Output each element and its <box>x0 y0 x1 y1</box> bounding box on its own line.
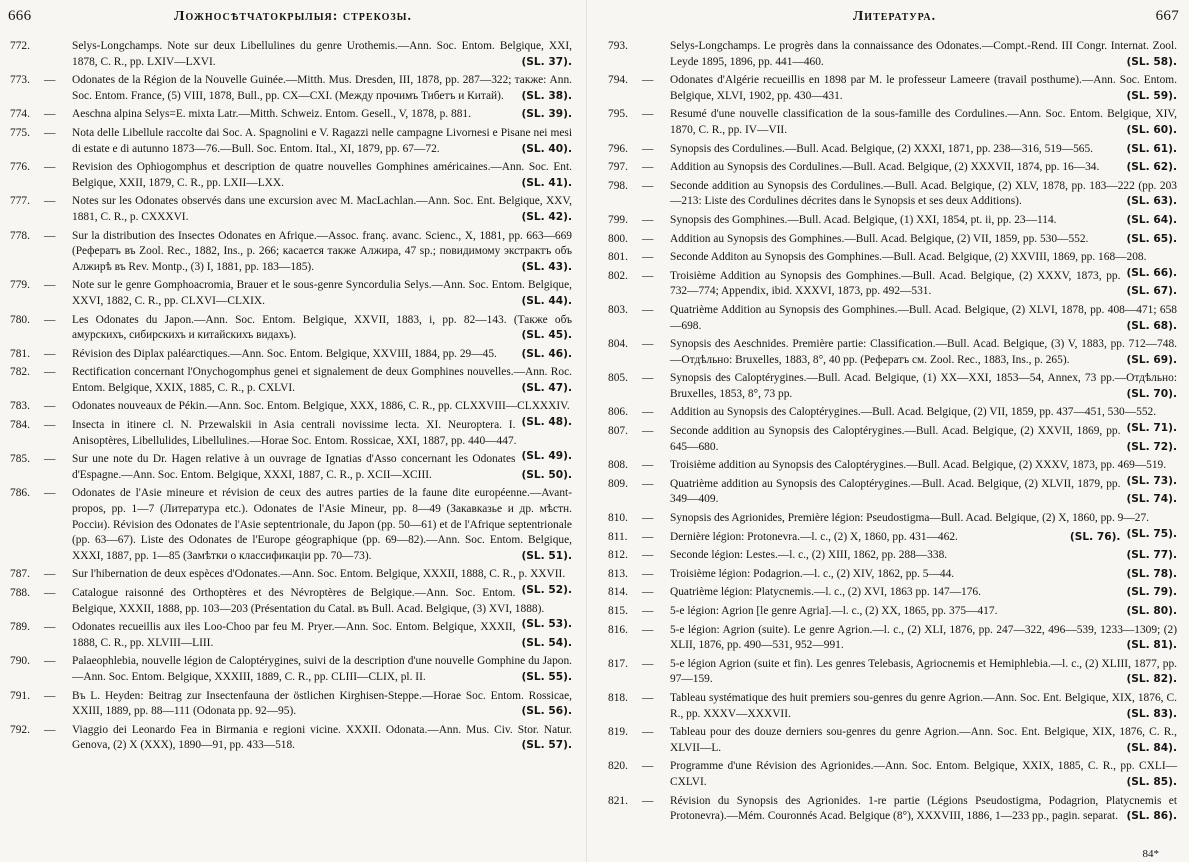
entry-number: 775. <box>10 126 30 139</box>
entry-number: 773. <box>10 74 30 87</box>
entry-number: 772. <box>10 40 30 52</box>
ditto-dash: — <box>44 347 56 360</box>
bibliography-entry <box>608 477 1177 508</box>
entry-text: Addition au Synopsis des Cordulines.—Bull. Acad. Belgique, (2) XXXVII, 1874, pp. 16—34. <box>670 161 1100 174</box>
entry-text: Addition au Synopsis des Gomphines.—Bull. Acad. Belgique, (2) VII, 1859, pp. 530—552. <box>670 232 1089 245</box>
ditto-dash: — <box>44 568 56 581</box>
bibliography-entry <box>10 73 572 104</box>
reference-code: (SL. 71). <box>1126 422 1177 435</box>
bibliography-list-right <box>608 39 1177 828</box>
ditto-dash: — <box>642 179 654 192</box>
ditto-dash: — <box>44 419 56 432</box>
entry-text: Seconde addition au Synopsis des Caloptérygines.—Bull. Acad. Belgique, (2) XXVII, 1869, pp. 645—680. <box>670 425 1121 453</box>
reference-code: (SL. 68). <box>1126 319 1177 332</box>
bibliography-entry <box>608 337 1177 368</box>
ditto-dash: — <box>642 74 654 87</box>
bibliography-entry <box>608 530 1177 546</box>
bibliography-entry <box>608 691 1177 722</box>
reference-code: (SL. 55). <box>521 670 572 683</box>
bibliography-entry <box>608 39 1177 70</box>
ditto-dash: — <box>642 108 654 121</box>
bibliography-entry <box>10 126 572 157</box>
ditto-dash: — <box>642 794 654 807</box>
reference-code: (SL. 61). <box>1126 142 1177 155</box>
entry-number: 803. <box>608 303 628 316</box>
ditto-dash: — <box>44 689 56 702</box>
bibliography-entry <box>608 623 1177 654</box>
entry-text: Aeschna alpina Selys=E. mixta Latr.—Mitth. Schweiz. Entom. Gesell., V, 1878, p. 881. <box>72 108 471 121</box>
entry-text: Seconde légion: Lestes.—l. c., (2) XIII, 1862, pp. 288—338. <box>670 549 948 562</box>
page-number: 667 <box>1155 8 1179 24</box>
ditto-dash: — <box>642 567 654 580</box>
bibliography-entry <box>608 548 1177 564</box>
entry-text: Synopsis des Agrionides, Première légion: Pseudostigma—Bull. Acad. Belgique, (2) X, 1860, pp. 9—27. <box>670 512 1150 525</box>
ditto-dash: — <box>44 126 56 139</box>
entry-number: 779. <box>10 279 30 292</box>
entry-number: 809. <box>608 477 628 490</box>
running-title: Литература. <box>852 9 937 24</box>
bibliography-entry <box>10 689 572 720</box>
ditto-dash: — <box>642 161 654 174</box>
entry-number: 788. <box>10 587 30 599</box>
page-header-right <box>600 8 1189 28</box>
reference-code: (SL. 39). <box>521 108 572 121</box>
ditto-dash: — <box>44 313 56 326</box>
entry-number: 784. <box>10 419 30 432</box>
reference-code: (SL. 74). <box>1126 493 1177 506</box>
bibliography-entry <box>608 585 1177 601</box>
bibliography-entry <box>10 39 572 70</box>
reference-code: (SL. 84). <box>1126 741 1177 754</box>
bibliography-entry <box>608 604 1177 620</box>
bibliography-entry <box>608 759 1177 790</box>
entry-text: Révision du Synopsis des Agrionides. 1-re partie (Légions Pseudostigma, Podagrion, Platycnemis et Protonevra).—Mém. Couronnés Acad. Belgique (8°), XXXVIII, 1886, 1—233 pp., pagin. separat. <box>670 794 1177 823</box>
reference-code: (SL. 59). <box>1126 89 1177 102</box>
entry-text: Notes sur les Odonates observés dans une excursion avec M. MacLachlan.—Ann. Soc. Ent. Belgique, XXV, 1881, C. R., p. CXXXVI. <box>72 195 572 223</box>
entry-text: 5-e légion: Agrion [le genre Agria].—l. c., (2) XX, 1865, pp. 375—417. <box>670 605 998 617</box>
reference-code: (SL. 41). <box>521 176 572 189</box>
ditto-dash: — <box>642 657 654 670</box>
reference-code: (SL. 76). <box>1069 530 1121 543</box>
reference-code: (SL. 70). <box>1126 387 1177 400</box>
entry-text: Addition au Synopsis des Caloptérygines.—Bull. Acad. Belgique, (2) VII, 1859, pp. 437—451, 530—552. <box>670 406 1157 419</box>
entry-text: Insecta in itinere cl. N. Przewalskii in Asia centrali novissime lecta. XI. Neuroptera. I. Anisoptères, Libellulides, Libellulines.—Horae Soc. Entom. Rossicae, XXI, 1887, pp. 440—447. <box>72 419 517 447</box>
ditto-dash: — <box>642 213 654 226</box>
bibliography-entry <box>10 313 572 344</box>
entry-number: 786. <box>10 487 30 500</box>
page-right <box>600 0 1189 862</box>
bibliography-entry <box>608 657 1177 688</box>
ditto-dash: — <box>44 487 56 500</box>
bibliography-entry <box>608 303 1177 334</box>
ditto-dash: — <box>642 530 654 543</box>
entry-number: 805. <box>608 372 628 385</box>
entry-number: 807. <box>608 425 628 438</box>
ditto-dash: — <box>642 512 654 525</box>
reference-code: (SL. 47). <box>521 381 572 394</box>
entry-text: Viaggio dei Leonardo Fea in Birmania e regioni vicine. XXXII. Odonata.—Ann. Mus. Civ. Stor. Natur. Genova, (2) X (XXX), 1890—91, pp. 433—518. <box>72 723 572 752</box>
entry-number: 781. <box>10 347 30 360</box>
reference-code: (SL. 81). <box>1126 639 1177 652</box>
entry-text: Odonates recueillis aux iles Loo-Choo par feu M. Pryer.—Ann. Soc. Entom. Belgique, XXXII, 1888, C. R., pp. XLVIII—LIII. <box>72 621 516 649</box>
ditto-dash: — <box>642 459 654 472</box>
entry-number: 800. <box>608 232 628 245</box>
entry-number: 819. <box>608 726 628 739</box>
entry-number: 808. <box>608 459 628 472</box>
ditto-dash: — <box>44 723 56 736</box>
bibliography-entry <box>10 278 572 309</box>
bibliography-entry <box>608 269 1177 300</box>
reference-code: (SL. 42). <box>521 210 572 223</box>
entry-number: 782. <box>10 366 30 379</box>
reference-code: (SL. 62). <box>1126 161 1177 174</box>
entry-number: 801. <box>608 251 628 264</box>
entry-text: Revision des Ophiogomphus et description de quatre nouvelles Gomphines américaines.—Ann. Soc. Ent. Belgique, XXII, 1879, C. R., pp. LXII—LXX. <box>72 161 572 189</box>
entry-text: Quatrième légion: Platycnemis.—l. c., (2) XVI, 1863 pp. 147—176. <box>670 586 981 599</box>
reference-code: (SL. 64). <box>1126 213 1177 226</box>
reference-code: (SL. 66). <box>1126 266 1177 279</box>
reference-code: (SL. 78). <box>1126 567 1177 580</box>
entry-number: 785. <box>10 453 30 466</box>
ditto-dash: — <box>44 74 56 87</box>
ditto-dash: — <box>642 726 654 739</box>
ditto-dash: — <box>44 366 56 379</box>
entry-text: Sur une note du Dr. Hagen relative à un ouvrage de Ignatias d'Asso concernant les Odonates d'Espagne.—Ann. Soc. Entom. Belgique, XXXI, 1887, C. R., p. XCII—XCIII. <box>72 453 516 481</box>
signature-mark: 84* <box>1142 848 1159 860</box>
reference-code: (SL. 79). <box>1126 586 1177 599</box>
ditto-dash: — <box>44 587 56 599</box>
entry-text: Sur l'hibernation de deux espèces d'Odonates.—Ann. Soc. Entom. Belgique, XXXII, 1888, C. R., p. XXVII. <box>72 568 566 581</box>
bibliography-entry <box>608 232 1177 248</box>
bibliography-entry <box>10 347 572 363</box>
entry-number: 795. <box>608 108 628 121</box>
bibliography-entry <box>10 486 572 564</box>
entry-number: 780. <box>10 313 30 326</box>
entry-text: Въ L. Heyden: Beitrag zur Insectenfauna der östlichen Kirghisen-Steppe.—Horae Soc. Entom. Rossicae, XXIII, 1889, pp. 88—111 (Odonata pp. 92—95). <box>72 689 572 718</box>
entry-text: Rectification concernant l'Onychogomphus genei et signalement de deux Gomphines nouvelles.—Ann. Roc. Entom. Belgique, XXIX, 1885, C. R., p. CXLVI. <box>72 366 572 394</box>
entry-text: Catalogue raisonné des Orthoptères et des Névroptères de Belgique.—Ann. Soc. Entom. Belgique, XXXII, 1888, pp. 103—203 (Présentation du Catal. въ Bull. Acad. Belgique, (3) XVI, 1888). <box>72 587 545 615</box>
page-left <box>0 0 587 862</box>
ditto-dash: — <box>642 549 654 562</box>
reference-code: (SL. 49). <box>521 450 572 463</box>
ditto-dash: — <box>642 251 654 264</box>
entry-number: 783. <box>10 400 30 413</box>
reference-code: (SL. 50). <box>521 468 572 481</box>
ditto-dash: — <box>642 425 654 438</box>
bibliography-entry <box>608 567 1177 583</box>
entry-text: Troisième légion: Podagrion.—l. c., (2) XIV, 1862, pp. 5—44. <box>670 567 955 580</box>
entry-text: 5-e légion Agrion (suite et fin). Les genres Telebasis, Agriocnemis et Hemiphlebia.—l. c., (2) XLIII, 1877, pp. 97—159. <box>670 657 1177 686</box>
ditto-dash: — <box>642 605 654 617</box>
page-header-left <box>0 8 586 28</box>
reference-code: (SL. 46). <box>521 347 572 360</box>
entry-number: 806. <box>608 406 628 419</box>
bibliography-entry <box>10 452 572 483</box>
bibliography-entry <box>608 142 1177 158</box>
entry-text: Synopsis des Gomphines.—Bull. Acad. Belgique, (1) XXI, 1854, pt. ii, pp. 23—114. <box>670 213 1057 226</box>
reference-code: (SL. 37). <box>521 55 572 68</box>
bibliography-entry <box>10 229 572 276</box>
entry-number: 813. <box>608 567 628 580</box>
entry-text: 5-e légion: Agrion (suite). Le genre Agrion.—l. c., (2) XLI, 1876, pp. 247—322, 496—539, 1233—1309; (2) XLII, 1876, pp. 490—531, 952—991. <box>670 623 1177 652</box>
entry-number: 821. <box>608 794 628 807</box>
bibliography-entry <box>10 160 572 191</box>
ditto-dash: — <box>44 655 56 668</box>
entry-number: 787. <box>10 568 30 581</box>
reference-code: (SL. 40). <box>521 142 572 155</box>
reference-code: (SL. 77). <box>1126 549 1177 562</box>
ditto-dash: — <box>44 453 56 466</box>
reference-code: (SL. 45). <box>521 329 572 342</box>
entry-number: 797. <box>608 161 628 174</box>
entry-number: 814. <box>608 586 628 599</box>
reference-code: (SL. 85). <box>1126 775 1177 788</box>
entry-number: 812. <box>608 549 628 562</box>
reference-code: (SL. 60). <box>1126 123 1177 136</box>
bibliography-list-left <box>10 39 572 757</box>
ditto-dash: — <box>642 303 654 316</box>
reference-code: (SL. 51). <box>521 549 572 562</box>
entry-number: 794. <box>608 74 628 87</box>
bibliography-entry <box>10 194 572 225</box>
entry-number: 817. <box>608 657 628 670</box>
ditto-dash: — <box>642 623 654 636</box>
reference-code: (SL. 75). <box>1126 527 1177 540</box>
reference-code: (SL. 53). <box>521 618 572 631</box>
reference-code: (SL. 86). <box>1126 810 1177 823</box>
running-title: Ложносѣтчатокрылыя: стрекозы. <box>174 9 412 24</box>
bibliography-entry <box>10 654 572 685</box>
reference-code: (SL. 38). <box>521 89 572 102</box>
reference-code: (SL. 58). <box>1126 55 1177 68</box>
entry-text: Tableau pour des douze derniers sou-genres du genre Agrion.—Ann. Soc. Ent. Belgique, XIX, 1876, C. R., XLVII—L. <box>670 726 1177 754</box>
entry-text: Note sur le genre Gomphoacromia, Brauer et le sous-genre Syncordulia Selys.—Ann. Soc. Entom. Belgique, XXVI, 1882, C. R., pp. CLXVI—CLXIX. <box>72 279 572 307</box>
entry-number: 810. <box>608 512 628 525</box>
entry-number: 776. <box>10 161 30 174</box>
entry-text: Quatrième Addition au Synopsis des Gomphines.—Bull. Acad. Belgique, (2) XLVI, 1878, pp. 408—471; 658—698. <box>670 303 1177 332</box>
reference-code: (SL. 82). <box>1126 673 1177 686</box>
ditto-dash: — <box>642 338 654 351</box>
reference-code: (SL. 54). <box>521 636 572 649</box>
entry-text: Odonates d'Algérie recueillis en 1898 par M. le professeur Lameere (travail posthume).—Ann. Soc. Entom. Belgique, XLVI, 1902, pp. 430—431. <box>670 74 1177 102</box>
entry-text: Troisième addition au Synopsis des Caloptérygines.—Bull. Acad. Belgique, (2) XXXV, 1873, pp. 469—519. <box>670 459 1167 472</box>
reference-code: (SL. 65). <box>1126 232 1177 245</box>
ditto-dash: — <box>642 477 654 490</box>
ditto-dash: — <box>642 232 654 245</box>
entry-number: 796. <box>608 142 628 155</box>
entry-text: Synopsis des Aeschnides. Première partie: Classification.—Bull. Acad. Belgique, (3) V, 1883, pp. 712—748.—Отдѣльно: Bruxelles, 1883, 8°, 40 pp. (Рефератъ см. Zool. Rec., 1883, Ins., p. 265). <box>670 338 1177 366</box>
entry-text: Troisième Addition au Synopsis des Gomphines.—Bull. Acad. Belgique, (2) XXXV, 1873, pp. 732—774; Appendix, ibid. XXXVI, 1873, pp. 492—531. <box>670 269 1121 298</box>
entry-number: 799. <box>608 213 628 226</box>
reference-code: (SL. 69). <box>1126 353 1177 366</box>
bibliography-entry <box>10 107 572 123</box>
ditto-dash: — <box>642 691 654 704</box>
bibliography-entry <box>608 179 1177 210</box>
entry-text: Quatrième addition au Synopsis des Caloptérygines.—Bull. Acad. Belgique, (2) XLVII, 1879, pp. 349—409. <box>670 477 1121 506</box>
entry-number: 815. <box>608 605 628 617</box>
bibliography-entry <box>10 365 572 396</box>
reference-code: (SL. 73). <box>1126 474 1177 487</box>
entry-text: Resumé d'une nouvelle classification de la sous-famille des Cordulines.—Ann. Soc. Entom. Belgique, XIV, 1870, C. R., pp. IV—VII. <box>670 108 1177 136</box>
bibliography-entry <box>608 794 1177 825</box>
entry-number: 792. <box>10 723 30 736</box>
reference-code: (SL. 72). <box>1126 440 1177 453</box>
entry-text: Odonates nouveaux de Pékin.—Ann. Soc. Entom. Belgique, XXX, 1886, C. R., pp. CLXXVIII—CLXXXIV. <box>72 400 570 413</box>
ditto-dash: — <box>642 269 654 282</box>
entry-number: 811. <box>608 530 628 543</box>
ditto-dash: — <box>642 406 654 419</box>
entry-text: Nota delle Libellule raccolte dai Soc. A. Spagnolini e V. Ragazzi nelle campagne Livornesi e Pisane nei mesi di estate e di autunno 1873—76.—Bull. Soc. Entom. Ital., XI, 1879, pp. 67—72. <box>72 126 572 155</box>
entry-number: 774. <box>10 108 30 121</box>
ditto-dash: — <box>44 195 56 208</box>
entry-text: Seconde Additon au Synopsis des Gomphines.—Bull. Acad. Belgique, (2) XXVIII, 1869, pp. 168—208. <box>670 251 1147 264</box>
reference-code: (SL. 48). <box>521 416 572 429</box>
entry-number: 816. <box>608 623 628 636</box>
ditto-dash: — <box>642 372 654 385</box>
reference-code: (SL. 44). <box>521 294 572 307</box>
bibliography-entry <box>608 213 1177 229</box>
ditto-dash: — <box>44 108 56 121</box>
entry-text: Selys-Longchamps. Le progrès dans la connaissance des Odonates.—Compt.-Rend. III Congr. Internat. Zool. Leyde 1895, 1896, pp. 441—460. <box>670 40 1177 68</box>
entry-number: 802. <box>608 269 628 282</box>
ditto-dash: — <box>44 400 56 413</box>
entry-number: 820. <box>608 760 628 773</box>
ditto-dash: — <box>44 621 56 634</box>
entry-text: Odonates de la Région de la Nouvelle Guinée.—Mitth. Mus. Dresden, III, 1878, pp. 287—322; также: Ann. Soc. Entom. France, (5) VIII, 1878, Bull., pp. CX—CXI. (Между прочимъ Тибетъ и Китай). <box>72 74 572 102</box>
ditto-dash: — <box>44 161 56 174</box>
entry-text: Révision des Diplax paléarctiques.—Ann. Soc. Entom. Belgique, XXVIII, 1884, pp. 29—45. <box>72 347 497 360</box>
ditto-dash: — <box>642 586 654 599</box>
entry-text: Synopsis des Caloptérygines.—Bull. Acad. Belgique, (1) XX—XXI, 1853—54, Annex, 73 pp.—Отдѣльно: Bruxelles, 1853, 8°, 73 pp. <box>670 372 1177 400</box>
bibliography-entry <box>608 160 1177 176</box>
entry-number: 790. <box>10 655 30 668</box>
entry-text: Seconde addition au Synopsis des Cordulines.—Bull. Acad. Belgique, (2) XLV, 1878, pp. 183—222 (pp. 203—213: Liste des Cordulines décrites dans le Synopsis et ses deux Additions). <box>670 179 1177 208</box>
entry-text: Sur la distribution des Insectes Odonates en Afrique.—Assoc. franç. avanc. Scienc., X, 1881, pp. 663—669 (Рефератъ въ Zool. Rec., 1882, Ins., p. 266; касается также Алжира, 47 sp.; повидимому экстрактъ объ Алжирѣ въ Rev. Montp., (3) I, 1881, pp. 183—185). <box>72 229 572 273</box>
ditto-dash: — <box>642 142 654 155</box>
bibliography-entry <box>608 424 1177 455</box>
entry-number: 804. <box>608 338 628 351</box>
entry-number: 789. <box>10 621 30 634</box>
ditto-dash: — <box>44 229 56 242</box>
entry-text: Programme d'une Révision des Agrionides.—Ann. Soc. Entom. Belgique, XXIX, 1885, C. R., pp. CXLI—CXLVI. <box>670 760 1177 788</box>
ditto-dash: — <box>44 279 56 292</box>
entry-text: Tableau systématique des huit premiers sou-genres du genre Agrion.—Ann. Soc. Ent. Belgique, XIX, 1876, C. R., pp. XXXV—XXXVII. <box>670 691 1177 720</box>
page-number: 666 <box>8 8 32 24</box>
entry-number: 818. <box>608 691 628 704</box>
bibliography-entry <box>608 725 1177 756</box>
reference-code: (SL. 80). <box>1126 605 1177 617</box>
reference-code: (SL. 83). <box>1126 707 1177 720</box>
entry-text: Synopsis des Cordulines.—Bull. Acad. Belgique, (2) XXXI, 1871, pp. 238—316, 519—565. <box>670 142 1094 155</box>
entry-text: Les Odonates du Japon.—Ann. Soc. Entom. Belgique, XXVII, 1883, i, pp. 82—143. (Также объ амурскихъ, сибирскихъ и китайскихъ видахъ). <box>72 313 572 342</box>
reference-code: (SL. 67). <box>1126 285 1177 298</box>
entry-text: Selys-Longchamps. Note sur deux Libellulines du genre Urothemis.—Ann. Soc. Entom. Belgique, XXI, 1878, C. R., pp. LXIV—LXVI. <box>72 40 572 68</box>
entry-number: 777. <box>10 195 30 208</box>
entry-number: 791. <box>10 689 30 702</box>
reference-code: (SL. 57). <box>521 739 572 752</box>
reference-code: (SL. 52). <box>521 584 572 596</box>
entry-number: 793. <box>608 40 628 52</box>
reference-code: (SL. 43). <box>521 260 572 273</box>
bibliography-entry <box>608 371 1177 402</box>
bibliography-entry <box>608 73 1177 104</box>
entry-number: 798. <box>608 179 628 192</box>
bibliography-entry <box>608 107 1177 138</box>
reference-code: (SL. 56). <box>521 705 572 718</box>
reference-code: (SL. 63). <box>1126 195 1177 208</box>
entry-text: Palaeophlebia, nouvelle légion de Caloptérygines, suivi de la description d'une nouvelle Gomphine du Japon.—Ann. Soc. Entom. Belgique, XXXIII, 1889, C. R., pp. CLIII—CLIX, pl. II. <box>72 655 572 683</box>
entry-text: Dernière légion: Protonevra.—l. c., (2) X, 1860, pp. 431—462. <box>670 530 958 543</box>
entry-number: 778. <box>10 229 30 242</box>
bibliography-entry <box>10 723 572 754</box>
bibliography-entry <box>10 620 572 651</box>
entry-text: Odonates de l'Asie mineure et révision de ceux des autres parties de la faune dite européenne.—Avant-propos, pp. 1—7 (Литература etc.). Odonates de l'Asie Mineur, pp. 8—49 (Закавказье и др. мѣстн. Россіи). Révision des Odonates de l'Asie septentrionale, du Japon (pp. 50—61) et de l'Afrique septentrionale (pp. 63—67). Liste des Odonates de l'Europe géographique (pp. 69—82).—Ann. Soc. Entom. Belgique, XXXI, 1887, pp. 1—85 (Замѣтки о классификаціи pp. 70—73). <box>72 487 572 562</box>
ditto-dash: — <box>642 760 654 773</box>
